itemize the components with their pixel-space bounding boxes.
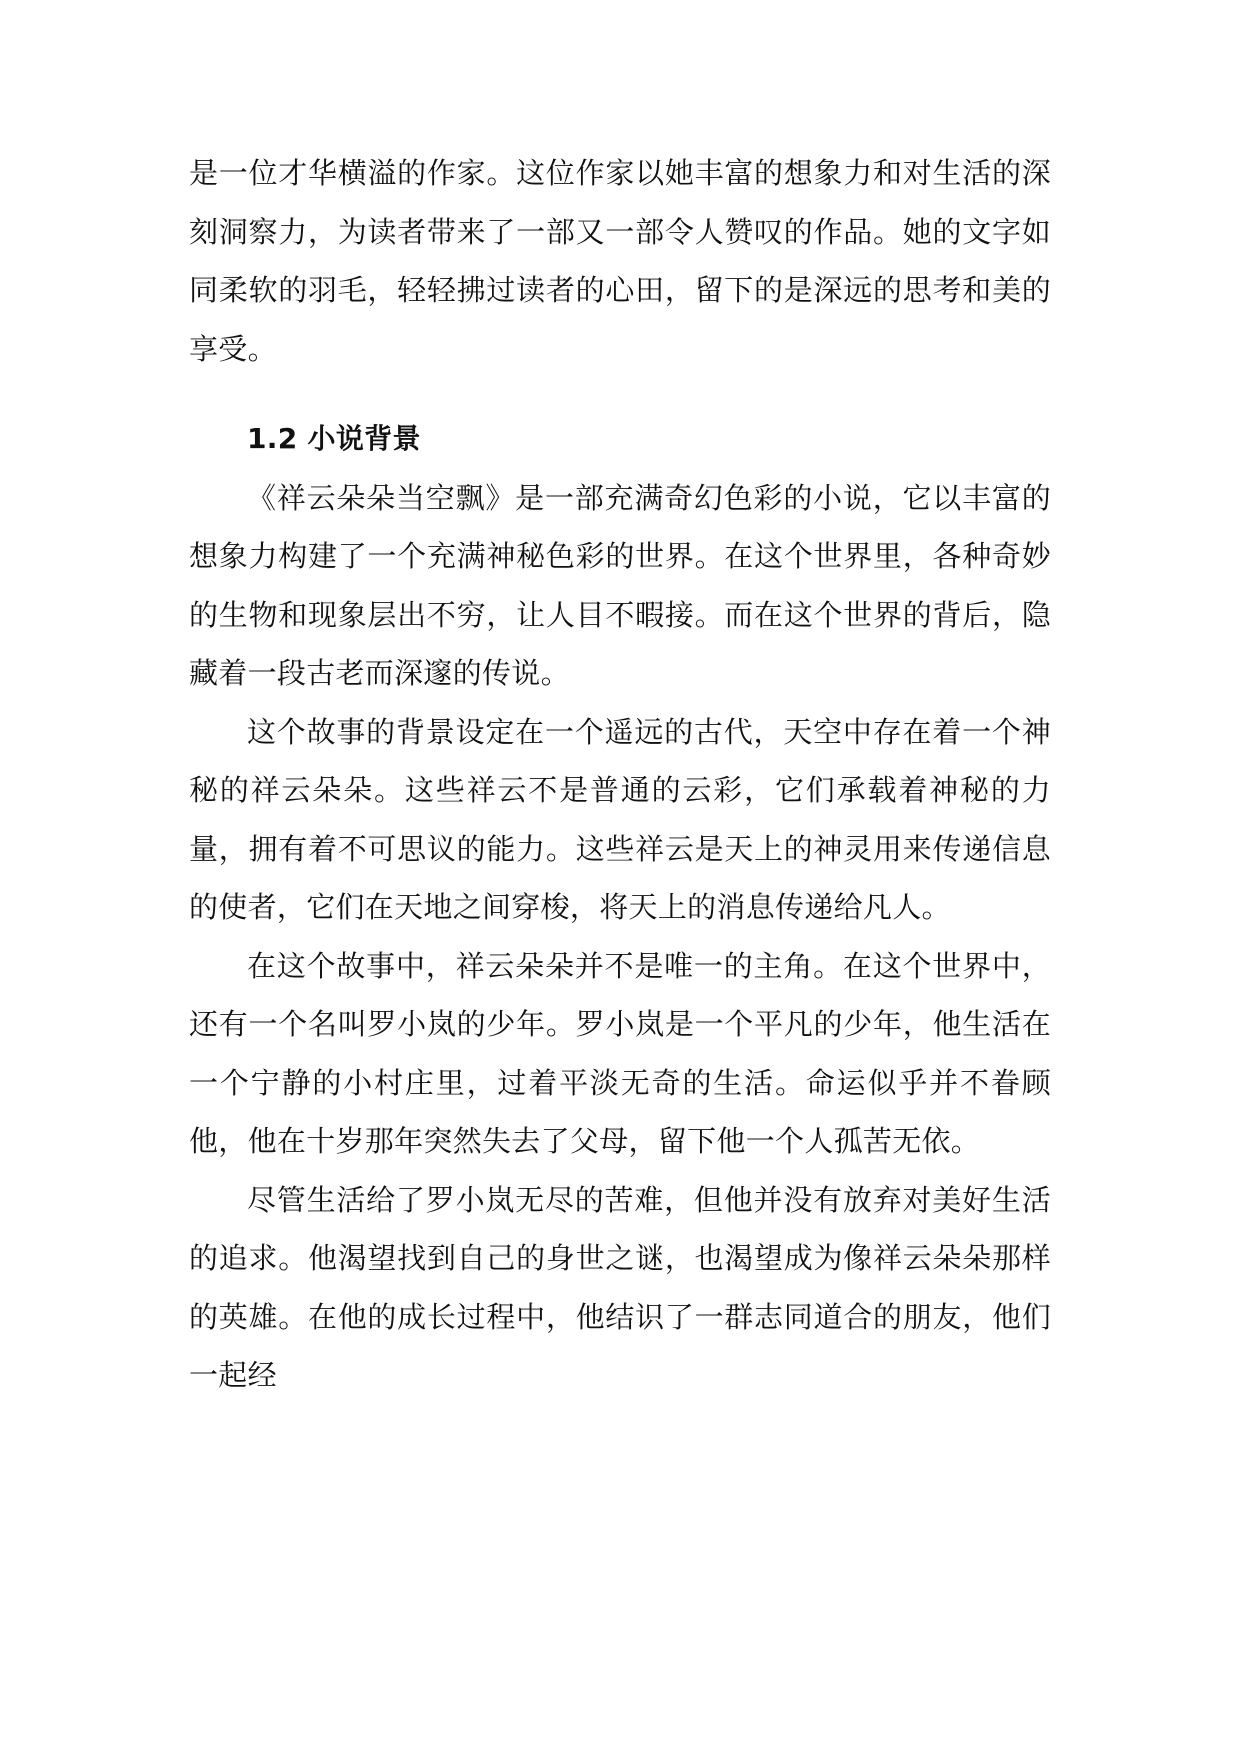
section-heading: 1.2 小说背景 — [247, 422, 421, 455]
continuation-paragraph: 是一位才华横溢的作家。这位作家以她丰富的想象力和对生活的深刻洞察力，为读者带来了一部又一部令人赞叹的作品。她的文字如同柔软的羽毛，轻轻拂过读者的心田，留下的是深远的思考和美的享受。 — [189, 156, 1051, 366]
document-body — [189, 144, 1051, 1405]
body-paragraph: 在这个故事中，祥云朵朵并不是唯一的主角。在这个世界中，还有一个名叫罗小岚的少年。罗小岚是一个平凡的少年，他生活在一个宁静的小村庄里，过着平淡无奇的生活。命运似乎并不眷顾他，他在十岁那年突然失去了父母，留下他一个人孤苦无依。 — [189, 948, 1051, 1158]
body-paragraph: 这个故事的背景设定在一个遥远的古代，天空中存在着一个神秘的祥云朵朵。这些祥云不是普通的云彩，它们承载着神秘的力量，拥有着不可思议的能力。这些祥云是天上的神灵用来传递信息的使者，它们在天地之间穿梭，将天上的消息传递给凡人。 — [189, 714, 1051, 924]
body-paragraph: 《祥云朵朵当空飘》是一部充满奇幻色彩的小说，它以丰富的想象力构建了一个充满神秘色彩的世界。在这个世界里，各种奇妙的生物和现象层出不穷，让人目不暇接。而在这个世界的背后，隐藏着一段古老而深邃的传说。 — [189, 480, 1051, 690]
body-paragraph: 尽管生活给了罗小岚无尽的苦难，但他并没有放弃对美好生活的追求。他渴望找到自己的身世之谜，也渴望成为像祥云朵朵那样的英雄。在他的成长过程中，他结识了一群志同道合的朋友，他们一起经 — [189, 1182, 1051, 1392]
